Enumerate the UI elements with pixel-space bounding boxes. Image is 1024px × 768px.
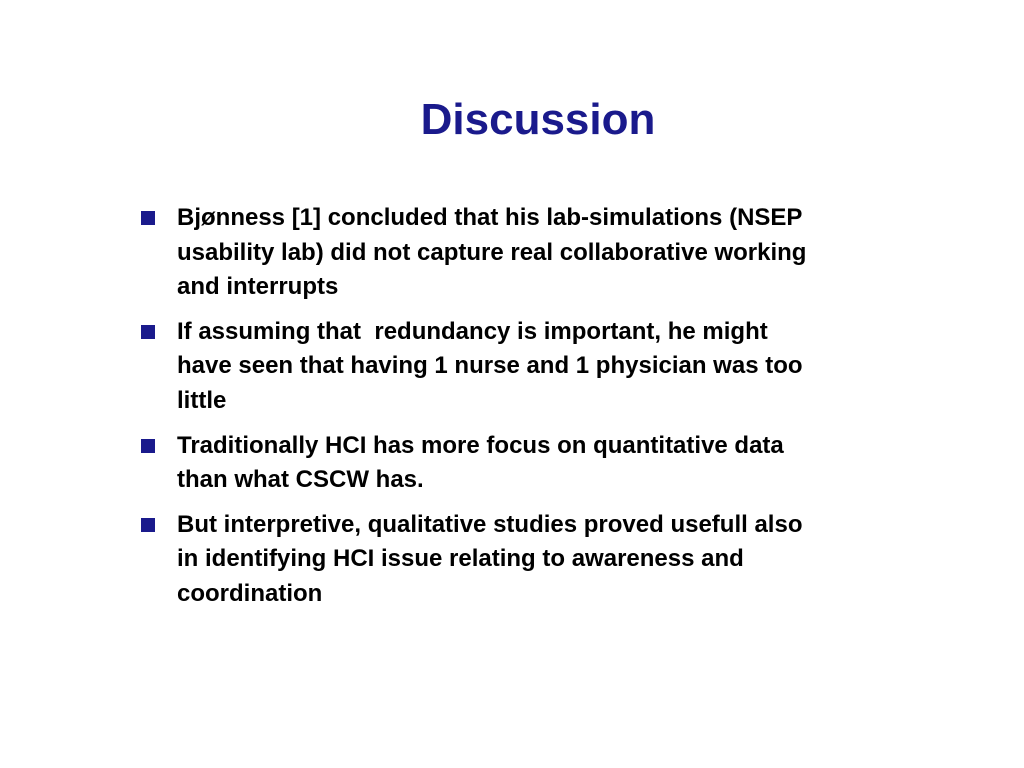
bullet-text-line: have seen that having 1 nurse and 1 physician was too	[177, 352, 803, 380]
bullet-item	[140, 201, 940, 305]
bullet-text-line: and interrupts	[177, 273, 339, 301]
bullet-text-line: usability lab) did not capture real collaborative working	[177, 238, 807, 266]
square-bullet-icon	[141, 518, 155, 532]
square-bullet-icon	[141, 325, 155, 339]
bullet-list	[140, 201, 940, 622]
bullet-text-line: coordination	[177, 579, 323, 607]
bullet-text-line: Bjønness [1] concluded that his lab-simulations (NSEP	[177, 204, 803, 231]
square-bullet-icon	[141, 439, 155, 453]
bullet-text-line: Traditionally HCI has more focus on quantitative data	[177, 431, 784, 459]
bullet-text-line: in identifying HCI issue relating to awareness and	[177, 545, 744, 573]
bullet-text-line: If assuming that redundancy is important, he might	[177, 317, 768, 345]
bullet-text-line: But interpretive, qualitative studies proved usefull also	[177, 510, 803, 538]
bullet-text-line: little	[177, 386, 227, 414]
bullet-item	[140, 508, 940, 612]
bullet-item	[140, 429, 940, 498]
slide-title: Discussion	[420, 95, 656, 144]
bullet-item	[140, 315, 940, 419]
bullet-text-line: than what CSCW has.	[177, 466, 424, 494]
square-bullet-icon	[141, 211, 155, 225]
